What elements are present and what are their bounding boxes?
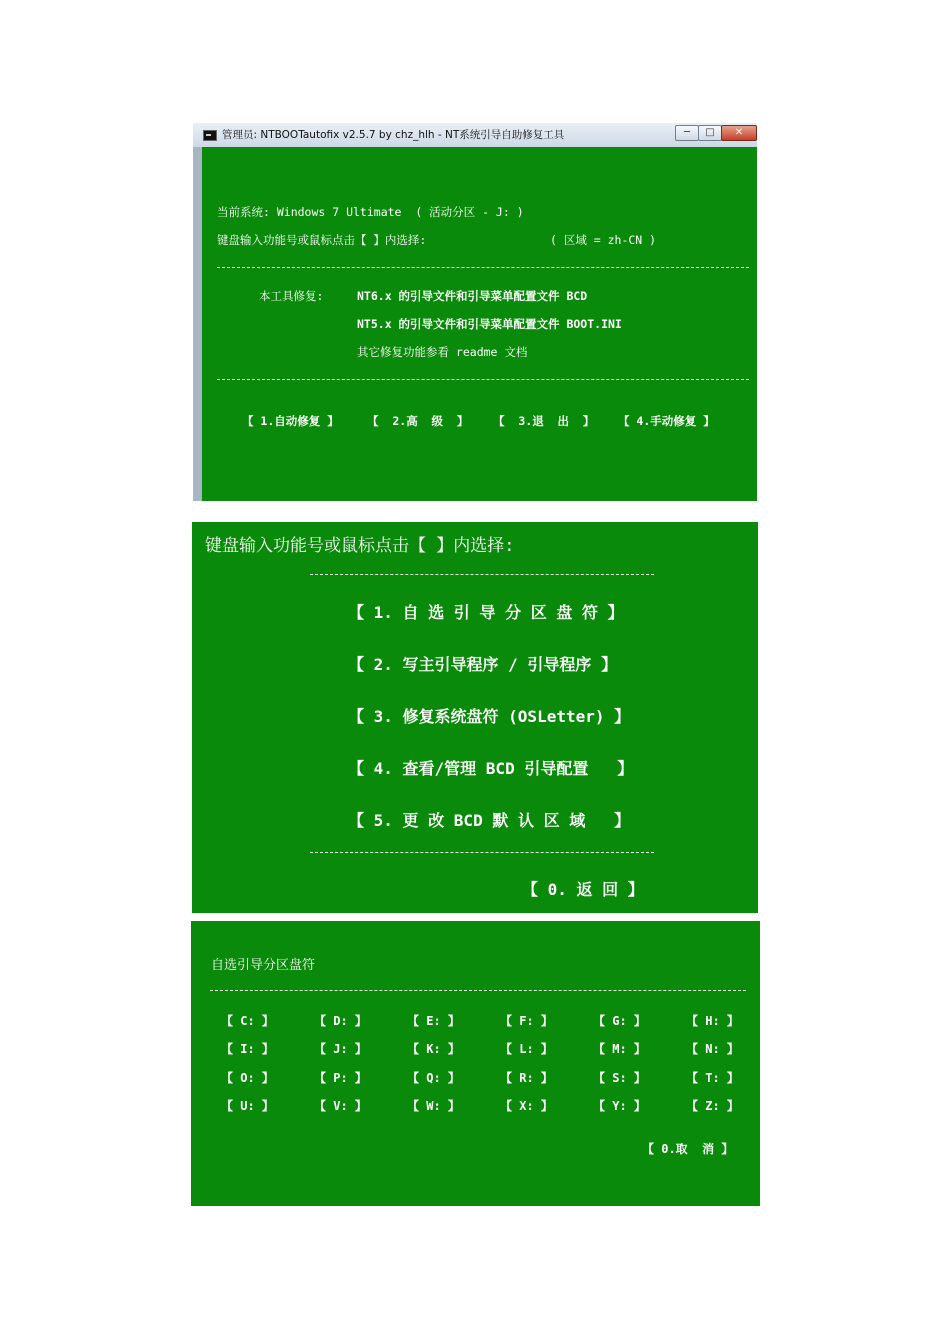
drive-button-u[interactable]: 【 U: 】 xyxy=(221,1099,274,1113)
menu-item-manage-bcd[interactable]: 【 4. 查看/管理 BCD 引导配置 】 xyxy=(348,759,634,778)
repair-item-nt5: NT5.x 的引导文件和引导菜单配置文件 BOOT.INI xyxy=(357,317,622,331)
select-prompt: 键盘输入功能号或鼠标点击【 】内选择: xyxy=(217,233,427,247)
drive-button-i[interactable]: 【 I: 】 xyxy=(221,1042,274,1056)
drive-button-o[interactable]: 【 O: 】 xyxy=(221,1071,274,1085)
window-frame-edge xyxy=(193,147,202,501)
select-prompt: 键盘输入功能号或鼠标点击【 】内选择: xyxy=(205,536,515,556)
minimize-button[interactable]: ─ xyxy=(675,125,699,141)
drive-button-p[interactable]: 【 P: 】 xyxy=(314,1071,367,1085)
drive-button-d[interactable]: 【 D: 】 xyxy=(314,1014,367,1028)
menu-item-change-bcd-locale[interactable]: 【 5. 更 改 BCD 默 认 区 域 】 xyxy=(348,811,631,830)
drive-button-t[interactable]: 【 T: 】 xyxy=(686,1071,739,1085)
window-title: 管理员: NTBOOTautofix v2.5.7 by chz_hlh - NT系统引导自助修复工具 xyxy=(222,129,565,141)
panel-title: 自选引导分区盘符 xyxy=(211,958,316,973)
cancel-button[interactable]: 【 0.取 消 】 xyxy=(642,1142,734,1156)
drive-button-e[interactable]: 【 E: 】 xyxy=(407,1014,460,1028)
drive-select-panel xyxy=(191,921,760,1206)
menu-item-select-boot-partition[interactable]: 【 1. 自 选 引 导 分 区 盘 符 】 xyxy=(348,603,624,622)
separator xyxy=(310,852,654,853)
separator xyxy=(217,379,749,380)
drive-button-l[interactable]: 【 L: 】 xyxy=(500,1042,553,1056)
drive-button-y[interactable]: 【 Y: 】 xyxy=(593,1099,646,1113)
close-button[interactable]: ✕ xyxy=(721,125,757,141)
maximize-button[interactable]: □ xyxy=(698,125,722,141)
separator xyxy=(217,267,749,268)
auto-repair-button[interactable]: 【 1.自动修复 】 xyxy=(242,414,339,428)
menu-item-write-boot-program[interactable]: 【 2. 写主引导程序 / 引导程序 】 xyxy=(348,655,618,674)
exit-button[interactable]: 【 3.退 出 】 xyxy=(493,414,595,428)
separator xyxy=(310,574,654,575)
repair-item-nt6: NT6.x 的引导文件和引导菜单配置文件 BCD xyxy=(357,289,588,303)
back-button[interactable]: 【 0. 返 回 】 xyxy=(522,880,644,899)
title-bar[interactable] xyxy=(193,123,757,148)
console-area xyxy=(202,147,757,501)
console-icon xyxy=(203,130,217,141)
drive-button-n[interactable]: 【 N: 】 xyxy=(686,1042,739,1056)
current-system-line: 当前系统: Windows 7 Ultimate ( 活动分区 - J: ) xyxy=(217,205,524,219)
drive-button-w[interactable]: 【 W: 】 xyxy=(407,1099,460,1113)
drive-button-f[interactable]: 【 F: 】 xyxy=(500,1014,553,1028)
drive-button-c[interactable]: 【 C: 】 xyxy=(221,1014,274,1028)
advanced-button[interactable]: 【 2.高 级 】 xyxy=(367,414,469,428)
drive-button-q[interactable]: 【 Q: 】 xyxy=(407,1071,460,1085)
drive-button-z[interactable]: 【 Z: 】 xyxy=(686,1099,739,1113)
advanced-menu-panel xyxy=(192,522,758,913)
region-label: ( 区域 = zh-CN ) xyxy=(550,233,657,247)
drive-button-r[interactable]: 【 R: 】 xyxy=(500,1071,553,1085)
drive-button-g[interactable]: 【 G: 】 xyxy=(593,1014,646,1028)
manual-repair-button[interactable]: 【 4.手动修复 】 xyxy=(618,414,715,428)
drive-button-s[interactable]: 【 S: 】 xyxy=(593,1071,646,1085)
ntbootautofix-window xyxy=(193,123,757,501)
separator xyxy=(210,990,746,991)
drive-button-j[interactable]: 【 J: 】 xyxy=(314,1042,367,1056)
drive-button-v[interactable]: 【 V: 】 xyxy=(314,1099,367,1113)
repair-item-other: 其它修复功能参看 readme 文档 xyxy=(357,345,528,359)
drive-button-k[interactable]: 【 K: 】 xyxy=(407,1042,460,1056)
drive-button-x[interactable]: 【 X: 】 xyxy=(500,1099,553,1113)
drive-button-m[interactable]: 【 M: 】 xyxy=(593,1042,646,1056)
drive-button-h[interactable]: 【 H: 】 xyxy=(686,1014,739,1028)
repair-label: 本工具修复: xyxy=(259,289,324,303)
menu-item-fix-os-letter[interactable]: 【 3. 修复系统盘符 (OSLetter) 】 xyxy=(348,707,631,726)
